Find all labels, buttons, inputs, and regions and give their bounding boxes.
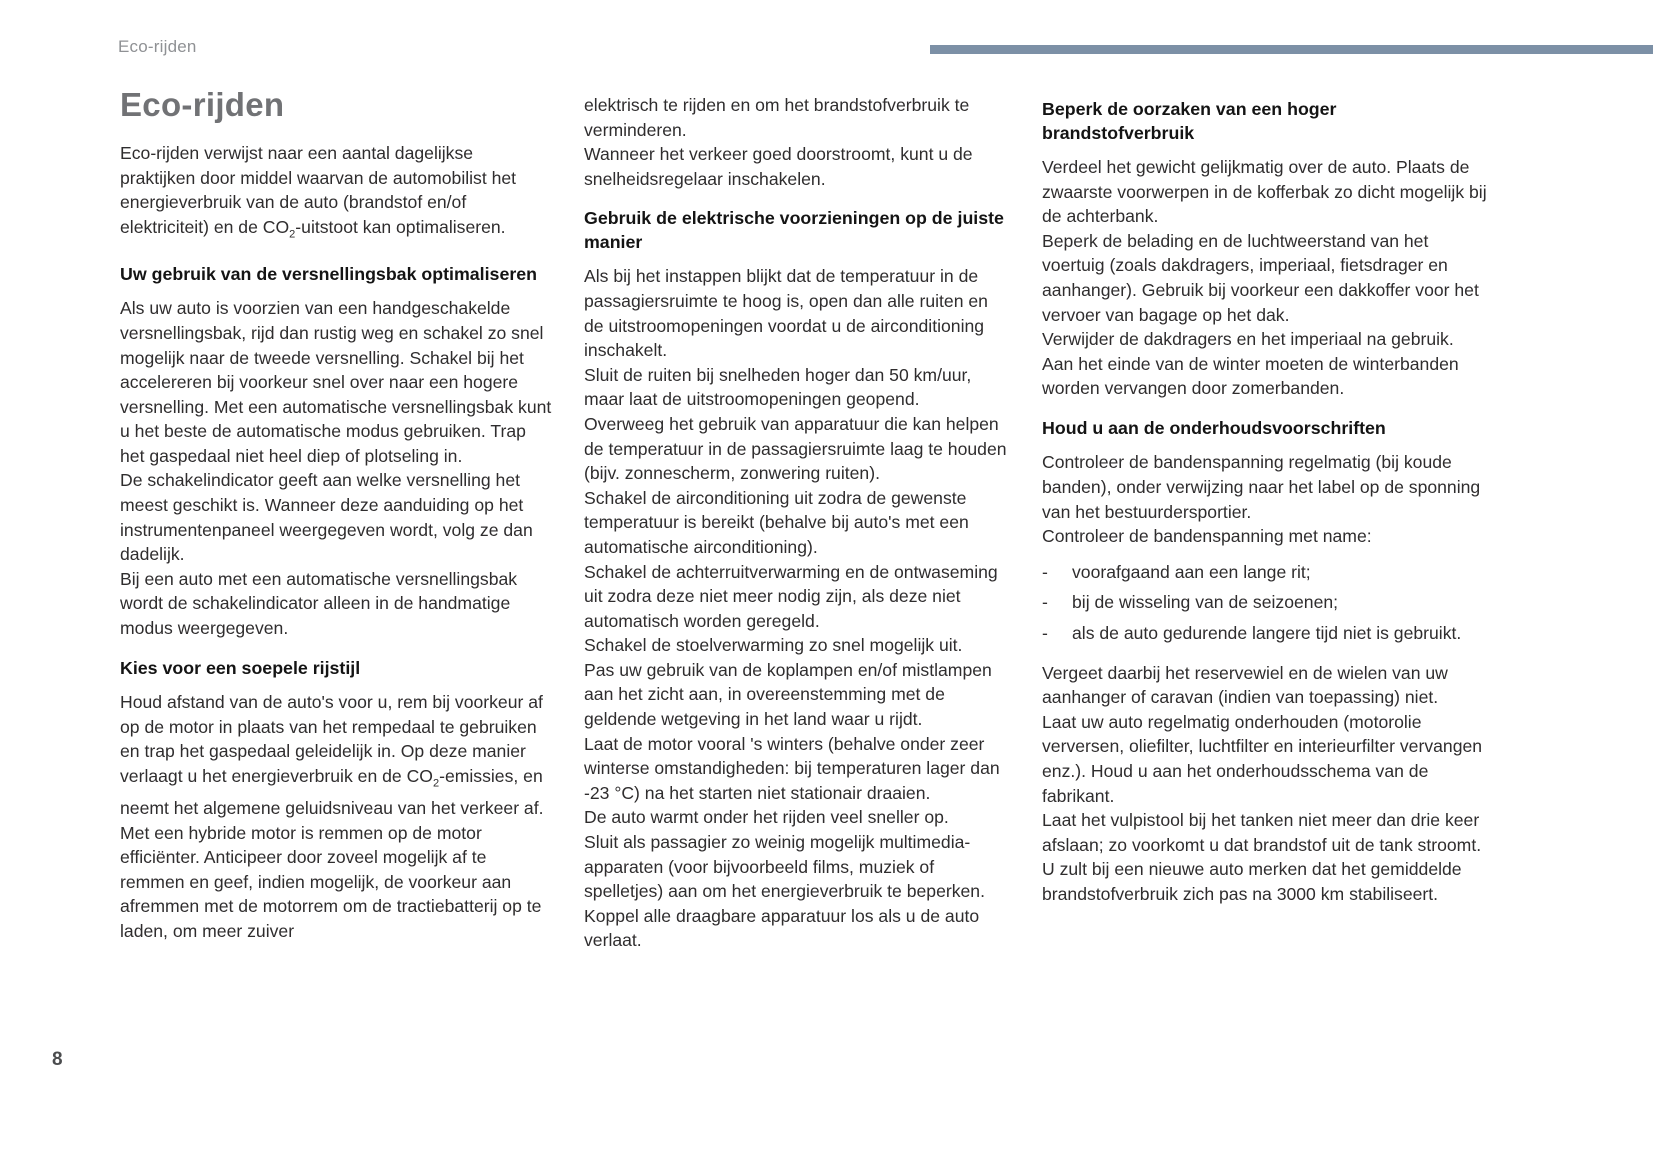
paragraph: Laat het vulpistool bij het tanken niet meer dan drie keer afslaan; zo voorkomt u dat brandstof uit de tank stroomt. (1042, 810, 1482, 855)
column-middle (584, 86, 1011, 953)
co2-subscript: 2 (432, 777, 440, 790)
paragraph: Pas uw gebruik van de koplampen en/of mistlampen aan het zicht aan, in overeenstemming met de geldende wetgeving in het land waar u rijdt. (584, 659, 992, 730)
column-right (1042, 86, 1488, 907)
paragraph (120, 690, 553, 943)
paragraph: Controleer de bandenspanning regelmatig (bij koude banden), onder verwijzing naar het label op de sponning van het bestuurdersportier. (1042, 452, 1481, 522)
paragraph: Vergeet daarbij het reservewiel en de wielen van uw aanhanger of caravan (indien van toepassing) niet. (1042, 662, 1448, 708)
paragraph: Overweeg het gebruik van apparatuur die kan helpen de temperatuur in de passagiersruimte laag te houden (bijv. zonnescherm, zonwering ruiten). (584, 413, 1007, 484)
paragraph: Schakel de airconditioning uit zodra de gewenste temperatuur is bereikt (behalve bij auto's met een automatische airconditioning). (584, 487, 969, 557)
paragraph: elektrisch te rijden en om het brandstofverbruik te verminderen. (584, 95, 970, 140)
paragraph: Schakel de stoelverwarming zo snel mogelijk uit. (584, 635, 963, 656)
paragraph: Wanneer het verkeer goed doorstroomt, kunt u de snelheidsregelaar inschakelen. (584, 144, 973, 189)
paragraph: Aan het einde van de winter moeten de winterbanden worden vervangen door zomerbanden. (1042, 353, 1459, 399)
bullet-text: als de auto gedurende langere tijd niet is gebruikt. (1072, 623, 1462, 643)
bullet-list (1042, 560, 1488, 646)
paragraph: Verwijder de dakdragers en het imperiaal na gebruik. (1042, 329, 1454, 350)
paragraph: Laat de motor vooral 's winters (behalve onder zeer winterse omstandigheden: bij temperaturen lager dan -23 °C) na het starten niet stationair draaien. (584, 733, 1000, 803)
intro-text-pre: Eco-rijden verwijst naar een aantal dagelijkse praktijken door middel waarvan de automobilist het energieverbruik van de auto (brandstof en/of elektriciteit) en de CO (120, 142, 517, 237)
paragraph: Schakel de achterruitverwarming en de ontwaseming uit zodra deze niet meer nodig zijn, als deze niet automatisch worden geregeld. (584, 561, 998, 631)
paragraph: Beperk de belading en de luchtweerstand van het voertuig (zoals dakdragers, imperiaal, fietsdrager en aanhanger). Gebruik bij voorkeur een dakkoffer voor het vervoer van bagage op het dak. (1042, 230, 1479, 325)
intro-paragraph (120, 141, 553, 247)
bullet-dash: - (1042, 623, 1048, 643)
bullet-dash: - (1042, 561, 1048, 582)
paragraph: De auto warmt onder het rijden veel sneller op. (584, 807, 949, 828)
page-title: Eco-rijden (120, 86, 285, 123)
bullet-text: voorafgaand aan een lange rit; (1072, 561, 1311, 582)
paragraph: Laat uw auto regelmatig onderhouden (motorolie verversen, oliefilter, luchtfilter en interieurfilter vervangen enz.). Houd u aan het onderhoudsschema van de fabrikant. (1042, 711, 1483, 806)
section-heading-smooth-driving: Kies voor een soepele rijstijl (120, 657, 361, 678)
page-number: 8 (52, 1049, 63, 1070)
section-heading-electric-equipment: Gebruik de elektrische voorzieningen op de juiste manier (584, 208, 1004, 252)
paragraph: Bij een auto met een automatische versnellingsbak wordt de schakelindicator alleen in de handmatige modus weergegeven. (120, 568, 518, 639)
paragraph: Sluit de ruiten bij snelheden hoger dan 50 km/uur, maar laat de uitstroomopeningen geopend. (584, 364, 972, 410)
bullet-item (1042, 621, 1488, 646)
bullet-text: bij de wisseling van de seizoenen; (1072, 592, 1339, 613)
running-header: Eco-rijden (118, 37, 197, 56)
section-heading-fuel-consumption: Beperk de oorzaken van een hoger brandstofverbruik (1042, 99, 1337, 143)
co2-subscript: 2 (289, 228, 296, 241)
paragraph: Als uw auto is voorzien van een handgeschakelde versnellingsbak, rijd dan rustig weg en schakel zo snel mogelijk naar de tweede versnelling. Schakel bij het accelereren bij voorkeur snel over naar een hogere versnelling. Met een automatische versnellingsbak kunt u het beste de automatische modus gebruiken. Trap het gaspedaal niet heel diep of plotseling in. (120, 298, 552, 466)
accent-bar (930, 45, 1653, 54)
paragraph: Koppel alle draagbare apparatuur los als u de auto verlaat. (584, 905, 980, 951)
paragraph: Sluit als passagier zo weinig mogelijk multimedia-apparaten (voor bijvoorbeeld films, muziek of spelletjes) aan om het energieverbruik te beperken. (584, 832, 985, 902)
paragraph-text-pre: Houd afstand van de auto's voor u, rem bij voorkeur af op de motor in plaats van het rempedaal te gebruiken en trap het gaspedaal geleidelijk in. Op deze manier verlaagt u het energieverbruik en de CO (120, 692, 543, 786)
paragraph-text-post: -emissies, en neemt het algemene geluidsniveau van het verkeer af. Met een hybride motor is remmen op de motor efficiënter. Anticipeer door zoveel mogelijk af te remmen en geef, indien mogelijk, de voorkeur aan afremmen met de motorrem om de tractiebatterij op te laden, om meer zuiver (120, 765, 544, 941)
bullet-item (1042, 590, 1488, 615)
paragraph: Controleer de bandenspanning met name: (1042, 526, 1372, 547)
section-heading-gearbox: Uw gebruik van de versnellingsbak optimaliseren (120, 263, 538, 284)
content-columns (120, 86, 1488, 953)
paragraph: De schakelindicator geeft aan welke versnelling het meest geschikt is. Wanneer deze aanduiding op het instrumentenpaneel weergegeven wordt, volg ze dan dadelijk. (120, 470, 533, 565)
column-left (120, 86, 553, 944)
paragraph: Als bij het instappen blijkt dat de temperatuur in de passagiersruimte te hoog is, open dan alle ruiten en de uitstroomopeningen voordat u de airconditioning inschakelt. (584, 266, 988, 361)
bullet-dash: - (1042, 592, 1048, 613)
intro-text-post: -uitstoot kan optimaliseren. (295, 216, 506, 237)
bullet-item (1042, 560, 1488, 585)
section-heading-maintenance: Houd u aan de onderhoudsvoorschriften (1042, 417, 1386, 438)
paragraph: U zult bij een nieuwe auto merken dat het gemiddelde brandstofverbruik zich pas na 3000 km stabiliseert. (1042, 859, 1462, 904)
paragraph: Verdeel het gewicht gelijkmatig over de auto. Plaats de zwaarste voorwerpen in de kofferbak zo dicht mogelijk bij de achterbank. (1042, 157, 1487, 227)
